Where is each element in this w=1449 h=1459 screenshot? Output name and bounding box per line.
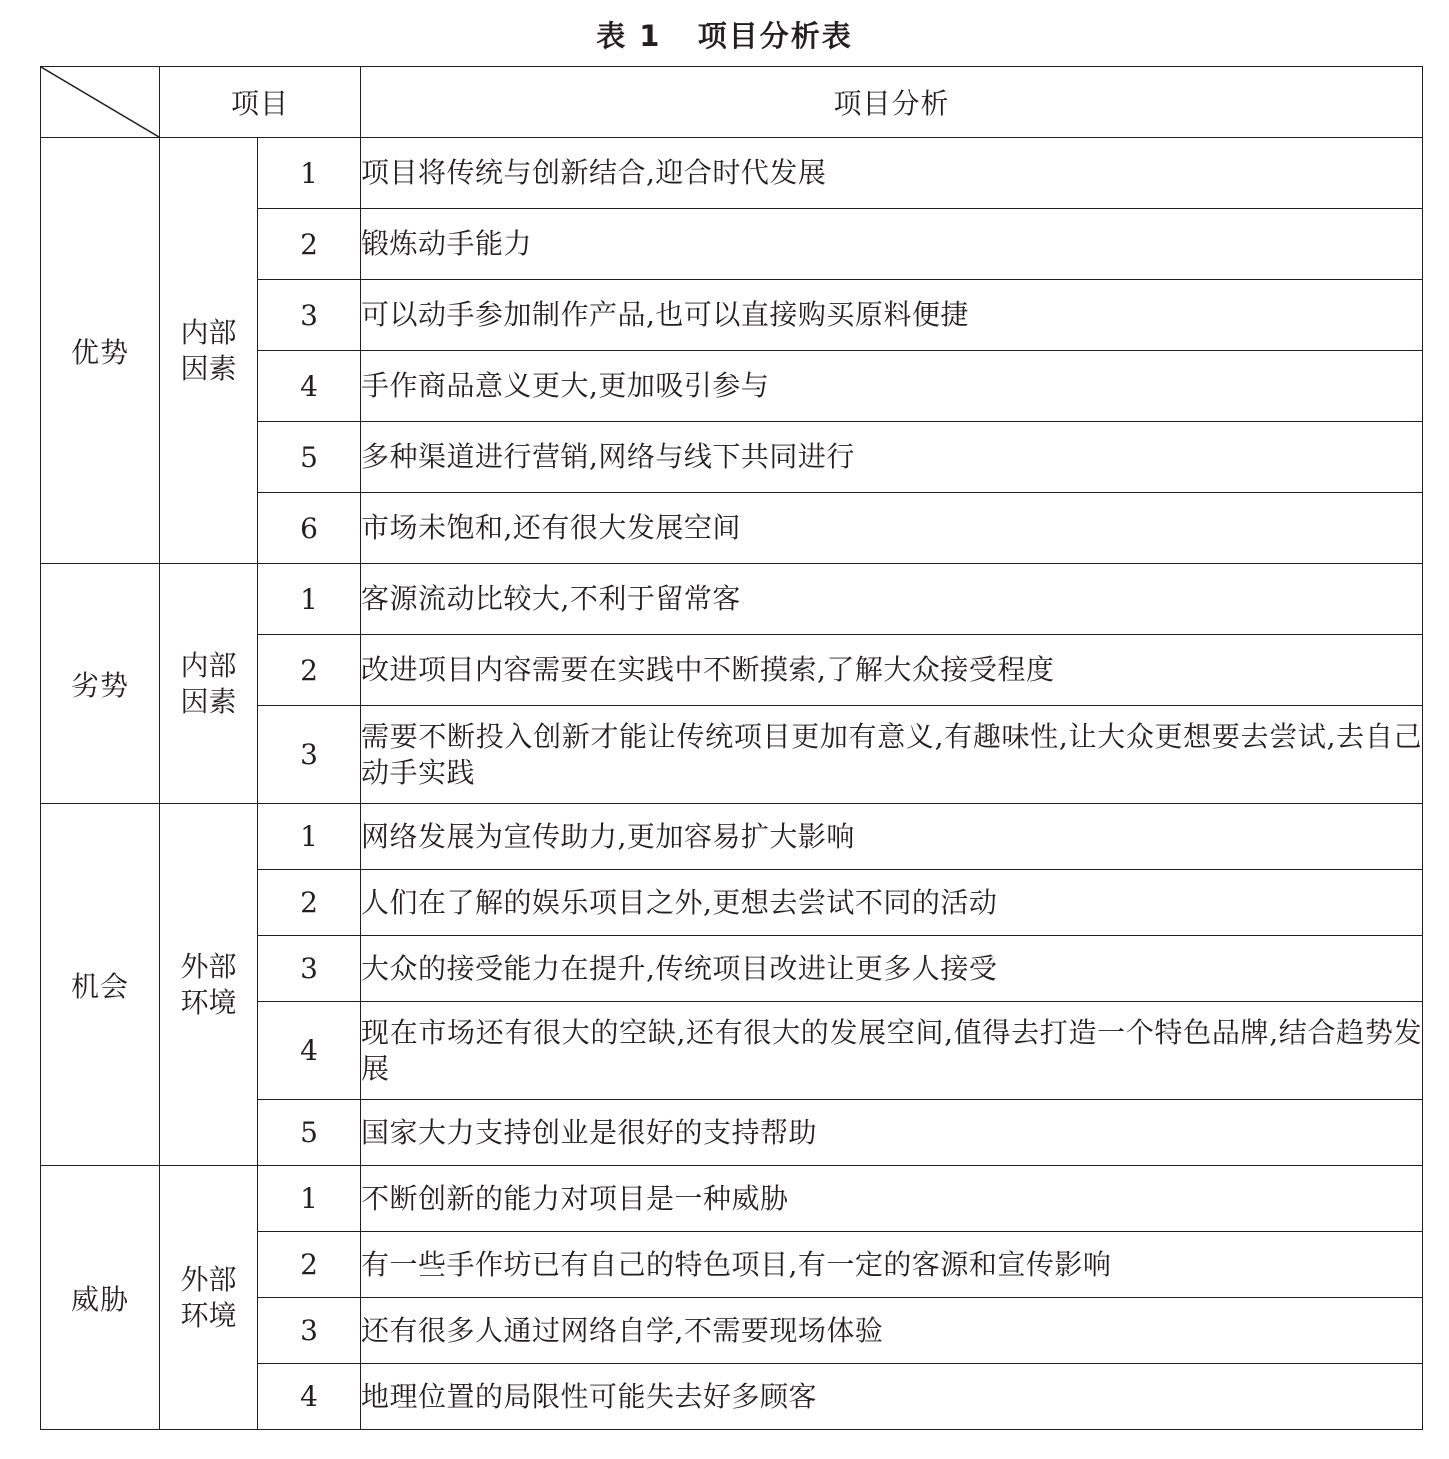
row-number: 4 [258, 1364, 361, 1430]
analysis-text: 可以动手参加制作产品,也可以直接购买原料便捷 [361, 280, 1423, 351]
factor-line: 内部 [180, 315, 237, 349]
analysis-text: 市场未饱和,还有很大发展空间 [361, 493, 1423, 564]
analysis-text: 大众的接受能力在提升,传统项目改进让更多人接受 [361, 936, 1423, 1002]
analysis-text: 人们在了解的娱乐项目之外,更想去尝试不同的活动 [361, 870, 1423, 936]
category-weaknesses: 劣势 [41, 564, 160, 804]
row-number: 4 [258, 1002, 361, 1100]
analysis-text: 改进项目内容需要在实践中不断摸索,了解大众接受程度 [361, 635, 1423, 706]
header-analysis: 项目分析 [361, 67, 1423, 138]
analysis-text: 地理位置的局限性可能失去好多顾客 [361, 1364, 1423, 1430]
factor-cell [160, 1166, 258, 1430]
factor-cell [160, 564, 258, 804]
row-number: 5 [258, 1100, 361, 1166]
factor-line: 环境 [180, 985, 237, 1019]
table-body [41, 67, 1423, 1430]
corner-cell [41, 67, 160, 138]
row-number: 1 [258, 1166, 361, 1232]
table-caption: 表 1 项目分析表 [596, 19, 853, 53]
row-number: 3 [258, 706, 361, 804]
row-number: 5 [258, 422, 361, 493]
category-opportunities: 机会 [41, 804, 160, 1166]
factor-cell [160, 804, 258, 1166]
project-analysis-table [40, 66, 1423, 1430]
diagonal-line [41, 67, 159, 137]
table-row [41, 138, 1423, 209]
row-number: 3 [258, 1298, 361, 1364]
analysis-text: 项目将传统与创新结合,迎合时代发展 [361, 138, 1423, 209]
table-row [41, 1166, 1423, 1232]
factor-cell [160, 138, 258, 564]
factor-line: 环境 [180, 1298, 237, 1332]
header-row [41, 67, 1423, 138]
analysis-text: 现在市场还有很大的空缺,还有很大的发展空间,值得去打造一个特色品牌,结合趋势发展 [361, 1002, 1423, 1100]
analysis-text: 国家大力支持创业是很好的支持帮助 [361, 1100, 1423, 1166]
row-number: 1 [258, 804, 361, 870]
analysis-text: 网络发展为宣传助力,更加容易扩大影响 [361, 804, 1423, 870]
category-strengths: 优势 [41, 138, 160, 564]
row-number: 3 [258, 936, 361, 1002]
row-number: 2 [258, 209, 361, 280]
row-number: 2 [258, 870, 361, 936]
row-number: 1 [258, 564, 361, 635]
table-row [41, 804, 1423, 870]
category-threats: 威胁 [41, 1166, 160, 1430]
row-number: 4 [258, 351, 361, 422]
factor-line: 因素 [180, 684, 237, 718]
analysis-text: 客源流动比较大,不利于留常客 [361, 564, 1423, 635]
header-item: 项目 [160, 67, 361, 138]
factor-line: 内部 [180, 648, 237, 682]
factor-line: 外部 [180, 949, 237, 983]
row-number: 2 [258, 635, 361, 706]
factor-line: 因素 [180, 351, 237, 385]
analysis-text: 不断创新的能力对项目是一种威胁 [361, 1166, 1423, 1232]
analysis-text: 多种渠道进行营销,网络与线下共同进行 [361, 422, 1423, 493]
analysis-text: 锻炼动手能力 [361, 209, 1423, 280]
row-number: 1 [258, 138, 361, 209]
analysis-text: 还有很多人通过网络自学,不需要现场体验 [361, 1298, 1423, 1364]
factor-line: 外部 [180, 1262, 237, 1296]
row-number: 3 [258, 280, 361, 351]
analysis-text: 手作商品意义更大,更加吸引参与 [361, 351, 1423, 422]
analysis-text: 有一些手作坊已有自己的特色项目,有一定的客源和宣传影响 [361, 1232, 1423, 1298]
analysis-text: 需要不断投入创新才能让传统项目更加有意义,有趣味性,让大众更想要去尝试,去自己动手实践 [361, 706, 1423, 804]
row-number: 2 [258, 1232, 361, 1298]
table-row [41, 564, 1423, 635]
row-number: 6 [258, 493, 361, 564]
